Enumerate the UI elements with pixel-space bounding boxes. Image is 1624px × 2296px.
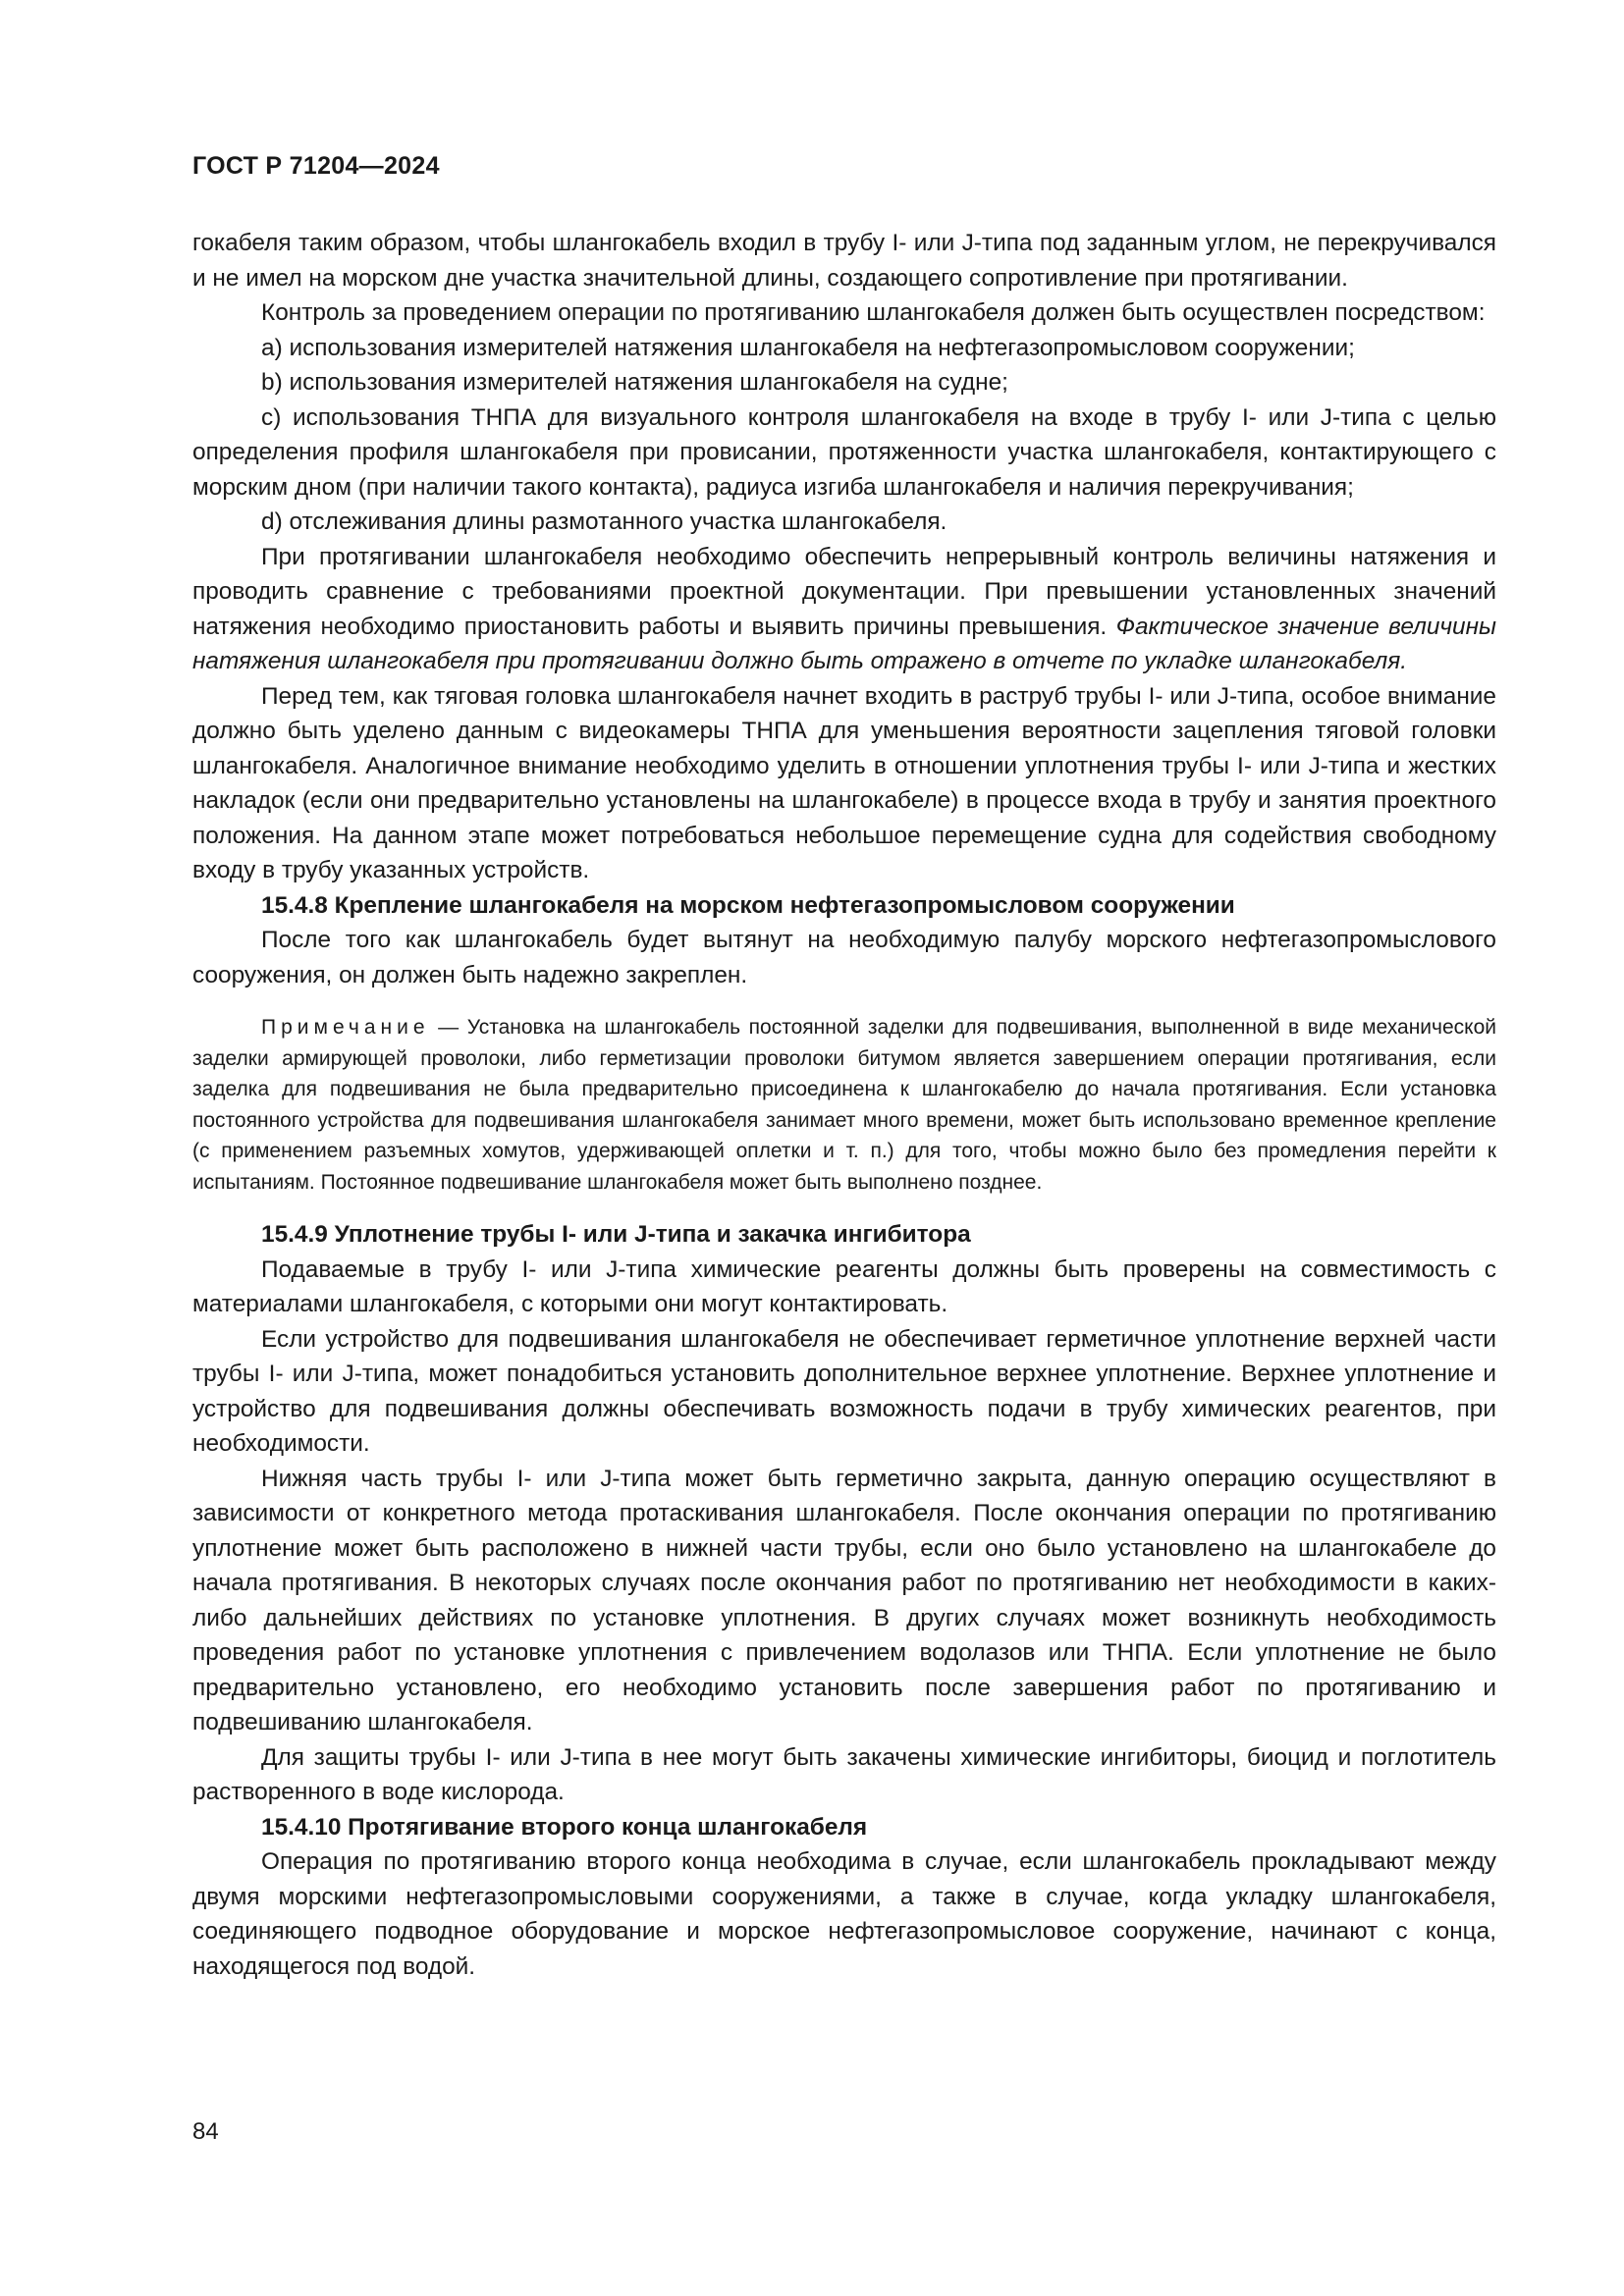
list-item: a) использования измерителей натяжения шлангокабеля на нефтегазопромысловом сооружении; (261, 334, 1355, 361)
paragraph: После того как шлангокабель будет вытянут на необходимую палубу морского нефтегазопромыслового сооружения, он должен быть надежно закреплен. (192, 927, 1496, 988)
section-heading: 15.4.8 Крепление шлангокабеля на морском нефтегазопромысловом сооружении (261, 891, 1235, 919)
list-item: c) использования ТНПА для визуального контроля шлангокабеля на входе в трубу I- или J-типа с целью определения профиля шлангокабеля при провисании, протяженности участка шлангокабеля, контактирующего с морским дном (при наличии такого контакта), радиуса изгиба шлангокабеля и наличия перекручивания; (192, 403, 1496, 501)
paragraph-text: При протягивании шлангокабеля необходимо обеспечить непрерывный контроль величины натяжения и проводить сравнение с требованиями проектной документации. При превышении установленных значений натяжения необходимо приостановить работы и выявить причины превышения. (192, 543, 1496, 640)
document-header: ГОСТ Р 71204—2024 (192, 152, 440, 180)
paragraph: Если устройство для подвешивания шлангокабеля не обеспечивает герметичное уплотнение верхней части трубы I- или J-типа, может понадобиться установить дополнительное верхнее уплотнение. Верхнее уплотнение и устройство для подвешивания должны обеспечивать возможность подачи в трубу химических реагентов, при необходимости. (192, 1325, 1496, 1457)
list-item: b) использования измерителей натяжения шлангокабеля на судне; (261, 369, 1008, 396)
italic-text: Фактическое значение величины натяжения шлангокабеля при протягивании должно быть отражено в отчете по укладке шлангокабеля. (192, 613, 1496, 674)
list-item: d) отслеживания длины размотанного участка шлангокабеля. (261, 508, 947, 535)
section-heading: 15.4.10 Протягивание второго конца шлангокабеля (261, 1813, 868, 1841)
note-label: Примечание (261, 1016, 430, 1039)
page-number: 84 (192, 2118, 219, 2145)
paragraph: Перед тем, как тяговая головка шлангокабеля начнет входить в раструб трубы I- или J-типа, особое внимание должно быть уделено данным с видеокамеры ТНПА для уменьшения вероятности зацепления тяговой головки шлангокабеля. Аналогичное внимание необходимо уделить в отношении уплотнения трубы I- или J-типа и жестких накладок (если они предварительно установлены на шлангокабеле) в процессе входа в трубу и занятия проектного положения. На данном этапе может потребоваться небольшое перемещение судна для содействия свободному входу в трубу указанных устройств. (192, 682, 1496, 883)
note (192, 1012, 1496, 1198)
note-text: — Установка на шлангокабель постоянной заделки для подвешивания, выполненной в виде механической заделки армирующей проволоки, либо герметизации проволоки битумом является завершением операции протягивания, если заделка для подвешивания не была предварительно присоединена к шлангокабелю до начала протягивания. Если установка постоянного устройства для подвешивания шлангокабеля занимает много времени, может быть использовано временное крепление (с применением разъемных хомутов, удерживающей оплетки и т. п.) для того, чтобы можно было без промедления перейти к испытаниям. Постоянное подвешивание шлангокабеля может быть выполнено позднее. (192, 1016, 1496, 1194)
paragraph: Нижняя часть трубы I- или J-типа может быть герметично закрыта, данную операцию осуществляют в зависимости от конкретного метода протаскивания шлангокабеля. После окончания операции по протягиванию уплотнение может быть расположено в нижней части трубы, если оно было установлено на шлангокабеле до начала протягивания. В некоторых случаях после окончания работ по протягиванию нет необходимости в каких-либо дальнейших действиях по установке уплотнения. В других случаях может возникнуть необходимость проведения работ по установке уплотнения с привлечением водолазов или ТНПА. Если уплотнение не было предварительно установлено, его необходимо установить после завершения работ по протягиванию и подвешиванию шлангокабеля. (192, 1465, 1496, 1735)
paragraph: гокабеля таким образом, чтобы шлангокабель входил в трубу I- или J-типа под заданным углом, не перекручивался и не имел на морском дне участка значительной длины, создающего сопротивление при протягивании. (192, 230, 1496, 292)
paragraph: Подаваемые в трубу I- или J-типа химические реагенты должны быть проверены на совместимость с материалами шлангокабеля, с которыми они могут контактировать. (192, 1255, 1496, 1317)
document-body (192, 226, 1496, 1984)
paragraph: Операция по протягиванию второго конца необходима в случае, если шлангокабель прокладывают между двумя морскими нефтегазопромысловыми сооружениями, а также в случае, когда укладку шлангокабеля, соединяющего подводное оборудование и морское нефтегазопромысловое сооружение, начинают с конца, находящегося под водой. (192, 1848, 1496, 1980)
paragraph (192, 540, 1496, 679)
paragraph: Для защиты трубы I- или J-типа в нее могут быть закачены химические ингибиторы, биоцид и поглотитель растворенного в воде кислорода. (192, 1743, 1496, 1805)
paragraph: Контроль за проведением операции по протягиванию шлангокабеля должен быть осуществлен посредством: (261, 299, 1486, 326)
section-heading: 15.4.9 Уплотнение трубы I- или J-типа и закачка ингибитора (261, 1221, 971, 1248)
